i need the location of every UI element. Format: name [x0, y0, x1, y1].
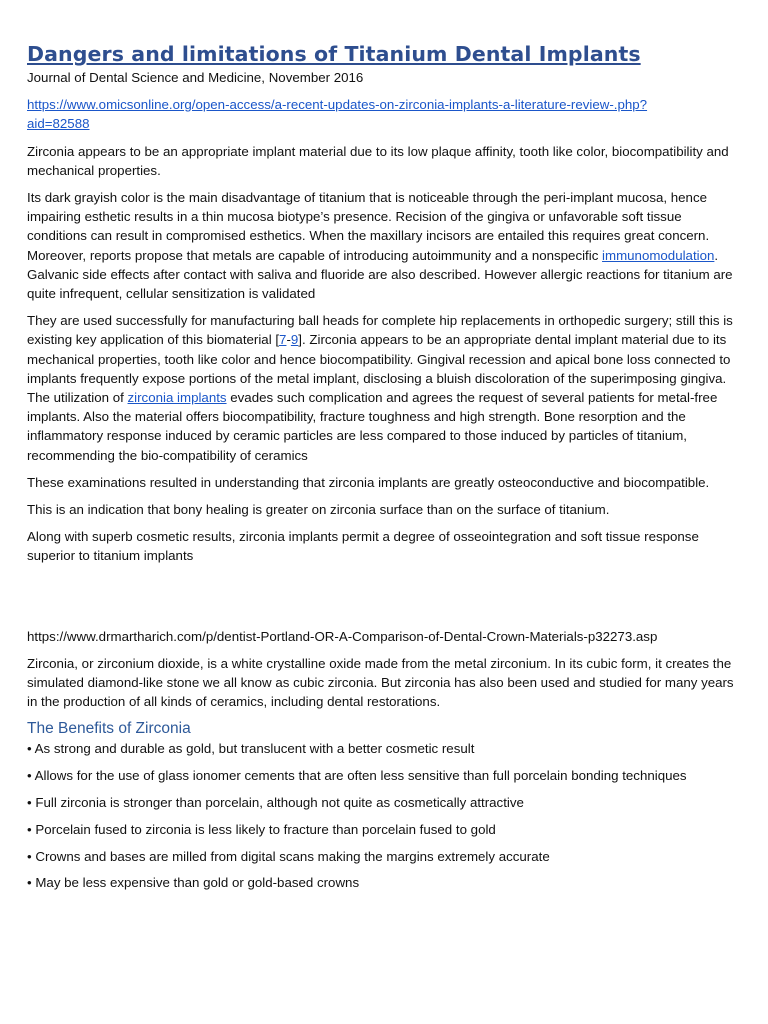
paragraph-3-text-b: ]. Zirconia appears to be an appropriate dental implant material due to its mechanical properties, tooth like color and hence biocompatibility. Gingival recession and apical bone loss connected to implants frequently expose portions of the metal implant, disclosing a bluish discoloration of the superimposing gingiva. The utilization of: [27, 332, 731, 406]
paragraph-5: This is an indication that bony healing is greater on zirconia surface than on the surface of titanium.: [27, 502, 610, 518]
paragraph-2-text-b: . Galvanic side effects after contact with saliva and fluoride are also described. However allergic reactions for titanium are quite infrequent, cellular sensitization is validated: [27, 247, 733, 302]
immunomodulation-link[interactable]: immunomodulation: [602, 247, 715, 263]
journal-citation: Journal of Dental Science and Medicine, November 2016: [27, 70, 364, 85]
source-link-1-line-1[interactable]: https://www.omicsonline.org/open-access/a-recent-updates-on-zirconia-implants-a-literature-review-.php?: [27, 97, 648, 113]
benefit-item: • As strong and durable as gold, but translucent with a better cosmetic result: [27, 741, 475, 757]
paragraph-3-text-a: They are used successfully for manufacturing ball heads for complete hip replacements in orthopedic surgery; still this is existing key application of this biomaterial [: [27, 313, 733, 348]
paragraph-3: [27, 311, 740, 465]
benefit-item: • May be less expensive than gold or gold-based crowns: [27, 875, 360, 891]
paragraph-1: Zirconia appears to be an appropriate implant material due to its low plaque affinity, tooth like color, biocompatibility and mechanical properties.: [27, 143, 729, 178]
reference-9-link[interactable]: 9: [290, 332, 299, 348]
source-link-1-line-2[interactable]: aid=82588: [27, 116, 90, 132]
paragraph-6: Along with superb cosmetic results, zirconia implants permit a degree of osseointegration and soft tissue response superior to titanium implants: [27, 529, 699, 564]
benefits-heading: The Benefits of Zirconia: [27, 720, 191, 738]
source-link-1[interactable]: [27, 95, 740, 133]
benefit-item: • Allows for the use of glass ionomer cements that are often less sensitive than full porcelain bonding techniques: [27, 768, 687, 784]
benefit-item: • Crowns and bases are milled from digital scans making the margins extremely accurate: [27, 848, 550, 864]
benefit-item: • Full zirconia is stronger than porcelain, although not quite as cosmetically attractive: [27, 795, 524, 811]
benefits-list: [27, 739, 740, 892]
reference-dash: -: [286, 332, 291, 348]
reference-7-link[interactable]: 7: [279, 332, 287, 348]
paragraph-2: [27, 188, 740, 303]
zirconia-implants-link[interactable]: zirconia implants: [127, 390, 227, 406]
paragraph-2-text-a: Its dark grayish color is the main disadvantage of titanium that is noticeable through the peri-implant mucosa, hence impairing esthetic results in a thin mucosa biotype’s presence. Recision of the gingiva or unfavorable soft tissue conditions can result in compromised esthetics. When the maxillary incisors are entailed this requires great concern. Moreover, reports propose that metals are capable of introducing autoimmunity and a nonspecific: [27, 190, 710, 263]
benefit-item: • Porcelain fused to zirconia is less likely to fracture than porcelain fused to gold: [27, 821, 496, 837]
paragraph-7: Zirconia, or zirconium dioxide, is a white crystalline oxide made from the metal zirconium. In its cubic form, it creates the simulated diamond-like stone we all know as cubic zirconia. But zirconia has also been used and studied for many years in the production of all kinds of ceramics, including dental restorations.: [27, 655, 734, 710]
source-url-2: https://www.drmartharich.com/p/dentist-Portland-OR-A-Comparison-of-Dental-Crown-Materials-p32273.asp: [27, 628, 658, 644]
document-title: Dangers and limitations of Titanium Dental Implants: [27, 42, 641, 66]
paragraph-3-text-c: evades such complication and agrees the request of several patients for metal-free implants. Also the material offers biocompatibility, fracture toughness and high strength. Bone resorption and the inflammatory response induced by ceramic particles are less compared to those induced by particles of titanium, recommending the bio-compatibility of ceramics: [27, 390, 718, 463]
paragraph-4: These examinations resulted in understanding that zirconia implants are greatly osteoconductive and biocompatible.: [27, 474, 710, 490]
